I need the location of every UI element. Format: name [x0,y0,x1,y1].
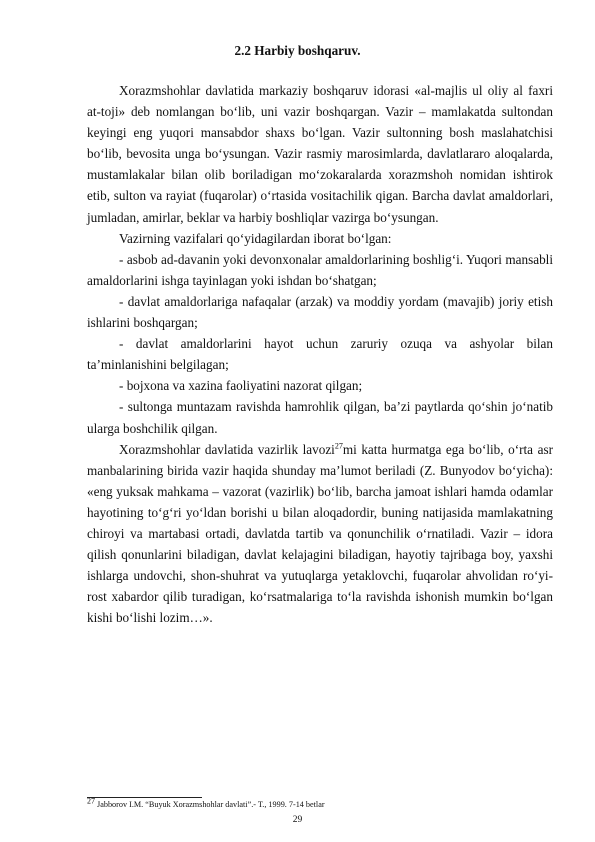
list-item: - sultonga muntazam ravishda hamrohlik qilgan, ba’zi paytlarda qo‘shin jo‘natib ularga boshchilik qilgan. [87,399,553,436]
footnote-text: Jabborov I.M. “Buyuk Xorazmshohlar davlati”.- T., 1999. 7-14 betlar [95,800,325,809]
footnote-separator [87,797,202,798]
page-number: 29 [292,815,303,825]
footnote [87,796,325,810]
footnote-reference[interactable]: 27 [334,441,343,451]
paragraph-text-end: mi katta hurmatga ega bo‘lib, o‘rta asr manbalarining birida vazir haqida shunday ma’lumot beriladi (Z. Bunyodov bo‘yicha): «eng yuksak mahkama – vazorat (vazirlik) bo‘lib, barcha jamoat ishlari hamda odamlar hayotining to‘g‘ri yo‘ldan borishi u bilan aloqadordir, buning natijasida mamlakatning chiroyi va martabasi ortadi, davlatda tartib va qonunchilik o‘rnatiladi. Vazir – idora qilish qonunlarini biladigan, davlat kelajagini biladigan, hayotiy tajribaga boy, yaxshi ishlarga undovchi, shon-shuhrat va yutuqlarga yetaklovchi, fuqarolar ahvolidan ro‘yi-rost xabardor qilib turadigan, ko‘rsatmalariga to‘la ravishda ishonish mumkin bo‘lgan kishi bo‘lishi lozim…». [87,441,553,626]
section-title: 2.2 Harbiy boshqaruv. [234,43,361,58]
paragraph: Vazirning vazifalari qo‘yidagilardan iborat bo‘lgan: [119,230,392,246]
paragraph-text-start: Xorazmshohlar davlatida vazirlik lavozi [119,441,335,457]
paragraph-with-footnote [87,439,553,629]
list-item: - bojxona va xazina faoliyatini nazorat qilgan; [119,378,363,394]
list-item: - davlat amaldorlariga nafaqalar (arzak) va moddiy yordam (mavajib) joriy etish ishlarini boshqargan; [87,293,553,331]
list-item: - asbob ad-davanin yoki devonxonalar amaldorlarining boshlig‘i. Yuqori mansabli amaldorlarini ishga tayinlagan yoki ishdan bo‘shatgan; [87,251,553,288]
body-text [87,60,553,628]
paragraph: Xorazmshohlar davlatida markaziy boshqaruv idorasi «al-majlis ul oliy al faxri at-toji» deb nomlangan bo‘lib, uni vazir boshqargan. Vazir – mamlakatda sultondan keyingi eng yuqori mansabdor shaxs bo‘lgan. Vazir sultonning bosh maslahatchisi bo‘lib, bevosita unga bo‘ysungan. Vazir rasmiy marosimlarda, davlatlararo aloqalarda, mustamlakalar bilan olib boriladigan mo‘zokaralarda xorazmshoh nomidan ishtirok etib, sulton va rayiat (fuqarolar) o‘rtasida vositachilik qigan. Barcha davlat amaldorlari, jumladan, amirlar, beklar va harbiy boshliqlar vazirga bo‘ysungan. [87,83,553,225]
footnote-number: 27 [87,796,95,806]
list-item: - davlat amaldorlarini hayot uchun zaruriy ozuqa va ashyolar bilan ta’minlanishini belgilagan; [87,336,553,373]
